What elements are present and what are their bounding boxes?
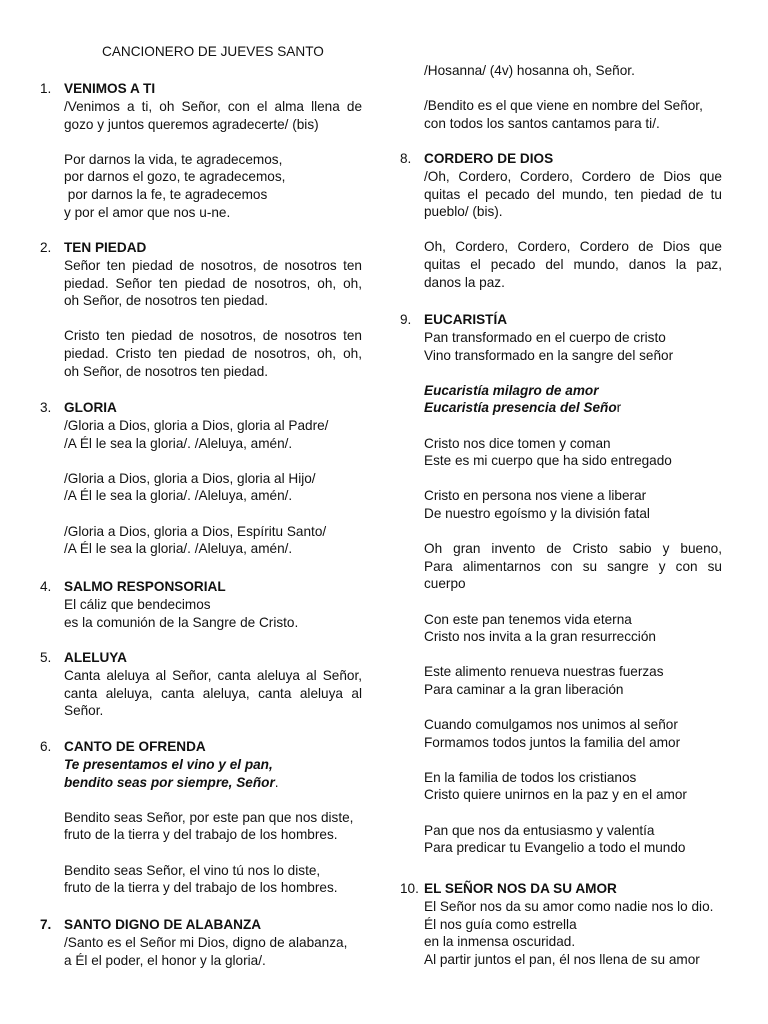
song-heading — [40, 399, 362, 417]
song-gloria — [40, 399, 362, 558]
song-el-senor-nos-da-su-amor — [400, 880, 722, 968]
lyric-line: Oh gran invento de Cristo sabio y bueno, — [424, 541, 722, 557]
song-heading — [40, 80, 362, 98]
song-number: 8. — [400, 151, 412, 166]
song-santo-digno-de-alabanza — [40, 916, 362, 969]
song-canto-de-ofrenda — [40, 738, 362, 897]
stanza — [400, 487, 722, 522]
stanza — [40, 257, 362, 310]
lyric-line: pueblo/ (bis). — [424, 204, 503, 220]
lyric-line: /Gloria a Dios, gloria a Dios, gloria al Hijo/ — [64, 470, 316, 486]
lyric-line: /Hosanna/ (4v) hosanna oh, Señor. — [424, 63, 635, 78]
lyric-line: Cristo nos invita a la gran resurrección — [424, 629, 656, 645]
song-title: SALMO RESPONSORIAL — [64, 579, 226, 594]
stanza — [400, 97, 722, 132]
stanza — [40, 470, 362, 505]
song-heading — [400, 150, 722, 168]
stanza — [40, 809, 362, 844]
song-santo-continued — [400, 62, 722, 132]
lyric-line: /Bendito es el que viene en nombre del Señor, — [424, 98, 703, 114]
lyric-line: /Gloria a Dios, gloria a Dios, gloria al Padre/ — [64, 418, 329, 433]
song-number: 1. — [40, 81, 52, 96]
refrain-line: Eucaristía presencia del Señor — [424, 400, 622, 416]
lyric-line: quitas el pecado del mundo, ten piedad de tu — [424, 186, 722, 202]
refrain — [400, 382, 722, 417]
refrain-line: bendito seas por siempre, Señor. — [64, 774, 279, 790]
lyric-line: Este es mi cuerpo que ha sido entregado — [424, 453, 672, 469]
lyric-line: por darnos el gozo, te agradecemos, — [64, 169, 286, 185]
lyric-line: Cristo quiere unirnos en la paz y en el amor — [424, 787, 687, 803]
stanza — [400, 822, 722, 857]
lyric-line: /A Él le sea la gloria/. /Aleluya, amén/. — [64, 488, 293, 504]
stanza — [400, 435, 722, 470]
lyric-line: oh Señor, de nosotros ten piedad. — [64, 363, 269, 379]
song-heading — [40, 239, 362, 257]
lyric-line: a Él el poder, el honor y la gloria/. — [64, 952, 266, 968]
song-venimos-a-ti — [40, 80, 362, 221]
lyric-line: canta aleluya, canta aleluya, canta aleluya al — [64, 685, 362, 701]
song-number: 6. — [40, 739, 52, 754]
lyric-line: quitas el pecado del mundo, danos la paz, — [424, 256, 722, 272]
stanza — [40, 756, 362, 791]
song-number: 9. — [400, 312, 412, 327]
lyric-line: Formamos todos juntos la familia del amor — [424, 734, 681, 750]
stanza — [40, 934, 362, 969]
lyric-line: Cristo ten piedad de nosotros, de nosotros ten — [64, 328, 362, 344]
lyric-line: con todos los santos cantamos para ti/. — [424, 115, 660, 131]
lyric-line: /Oh, Cordero, Cordero, Cordero de Dios que — [424, 169, 722, 184]
refrain-line: Te presentamos el vino y el pan, — [64, 757, 273, 772]
lyric-line: en la inmensa oscuridad. — [424, 934, 576, 950]
lyric-line: piedad. Señor ten piedad de nosotros, oh, oh, — [64, 275, 362, 291]
stanza — [400, 62, 722, 80]
song-ten-piedad — [40, 239, 362, 380]
lyric-line: Oh, Cordero, Cordero, Cordero de Dios que — [424, 239, 722, 255]
song-heading — [400, 880, 722, 898]
lyric-line: /Santo es el Señor mi Dios, digno de alabanza, — [64, 935, 348, 950]
lyric-line: En la familia de todos los cristianos — [424, 769, 637, 785]
song-title: GLORIA — [64, 400, 117, 415]
stanza — [40, 417, 362, 452]
song-title: EUCARISTÍA — [424, 312, 508, 327]
stanza — [40, 862, 362, 897]
page-title: CANCIONERO DE JUEVES SANTO — [102, 44, 324, 59]
lyric-line: El Señor nos da su amor como nadie nos lo dio. — [424, 899, 714, 914]
stanza — [400, 168, 722, 221]
song-number: 7. — [40, 917, 52, 932]
lyric-line: Para predicar tu Evangelio a todo el mundo — [424, 840, 686, 856]
stanza — [40, 667, 362, 720]
song-title: TEN PIEDAD — [64, 240, 147, 255]
lyric-line: /A Él le sea la gloria/. /Aleluya, amén/. — [64, 435, 293, 451]
lyric-line: fruto de la tierra y del trabajo de los hombres. — [64, 827, 338, 843]
lyric-line: Bendito seas Señor, el vino tú nos lo diste, — [64, 862, 321, 878]
lyric-line: Para alimentarnos con su sangre y con su — [424, 558, 722, 574]
lyric-line: Bendito seas Señor, por este pan que nos diste, — [64, 809, 354, 825]
stanza — [40, 151, 362, 221]
stanza — [400, 898, 722, 968]
lyric-line: /A Él le sea la gloria/. /Aleluya, amén/. — [64, 541, 293, 557]
song-number: 5. — [40, 650, 52, 665]
song-title: SANTO DIGNO DE ALABANZA — [64, 917, 262, 932]
song-number: 3. — [40, 400, 52, 415]
song-number: 4. — [40, 579, 52, 594]
song-heading — [40, 649, 362, 667]
song-title: ALELUYA — [64, 650, 127, 665]
lyric-line: cuerpo — [424, 576, 466, 592]
lyric-line: danos la paz. — [424, 274, 505, 290]
lyric-line: Cristo nos dice tomen y coman — [424, 435, 611, 451]
stanza — [400, 716, 722, 751]
lyric-line: Pan transformado en el cuerpo de cristo — [424, 330, 666, 345]
stanza — [400, 769, 722, 804]
lyric-line: Señor. — [64, 703, 104, 719]
lyric-line: y por el amor que nos u-ne. — [64, 204, 231, 220]
lyric-line: oh Señor, de nosotros ten piedad. — [64, 293, 269, 309]
lyric-line: Pan que nos da entusiasmo y valentía — [424, 822, 655, 838]
song-number: 2. — [40, 240, 52, 255]
song-heading — [40, 916, 362, 934]
song-title: VENIMOS A TI — [64, 81, 156, 96]
lyric-line: Por darnos la vida, te agradecemos, — [64, 151, 283, 167]
stanza — [400, 611, 722, 646]
song-heading — [40, 578, 362, 596]
stanza — [40, 523, 362, 558]
song-title: EL SEÑOR NOS DA SU AMOR — [424, 881, 617, 896]
lyric-line: por darnos la fe, te agradecemos — [64, 186, 268, 202]
song-eucaristia — [400, 311, 722, 857]
stanza — [400, 329, 722, 364]
song-heading — [40, 738, 362, 756]
lyric-line: Para caminar a la gran liberación — [424, 681, 624, 697]
song-number: 10. — [400, 881, 419, 896]
song-cordero-de-dios — [400, 150, 722, 291]
lyric-line: Con este pan tenemos vida eterna — [424, 611, 632, 627]
stanza — [40, 98, 362, 133]
lyric-line: fruto de la tierra y del trabajo de los hombres. — [64, 880, 338, 896]
lyric-line: piedad. Cristo ten piedad de nosotros, oh, oh, — [64, 345, 362, 361]
lyric-line: De nuestro egoísmo y la división fatal — [424, 505, 650, 521]
refrain-line: Eucaristía milagro de amor — [424, 382, 599, 398]
song-title: CANTO DE OFRENDA — [64, 739, 206, 754]
lyric-line: El cáliz que bendecimos — [64, 597, 211, 612]
stanza — [40, 596, 362, 631]
lyric-line: Al partir juntos el pan, él nos llena de su amor — [424, 951, 700, 967]
lyric-line: Canta aleluya al Señor, canta aleluya al Señor, — [64, 668, 362, 683]
lyric-line: Este alimento renueva nuestras fuerzas — [424, 664, 664, 680]
lyric-line: /Gloria a Dios, gloria a Dios, Espíritu Santo/ — [64, 523, 327, 539]
stanza — [40, 327, 362, 380]
song-title: CORDERO DE DIOS — [424, 151, 554, 166]
lyric-line: gozo y juntos queremos agradecerte/ (bis) — [64, 116, 319, 132]
lyric-line: Vino transformado en la sangre del señor — [424, 347, 674, 363]
lyric-line: Señor ten piedad de nosotros, de nosotros ten — [64, 258, 362, 273]
lyric-line: es la comunión de la Sangre de Cristo. — [64, 614, 299, 630]
song-salmo-responsorial — [40, 578, 362, 631]
stanza — [400, 238, 722, 291]
stanza — [400, 663, 722, 698]
song-heading — [400, 311, 722, 329]
lyric-line: Cuando comulgamos nos unimos al señor — [424, 717, 678, 733]
lyric-line: Cristo en persona nos viene a liberar — [424, 488, 647, 504]
lyric-line: Él nos guía como estrella — [424, 916, 577, 932]
song-aleluya — [40, 649, 362, 720]
lyric-line: /Venimos a ti, oh Señor, con el alma llena de — [64, 99, 362, 114]
stanza — [400, 540, 722, 593]
